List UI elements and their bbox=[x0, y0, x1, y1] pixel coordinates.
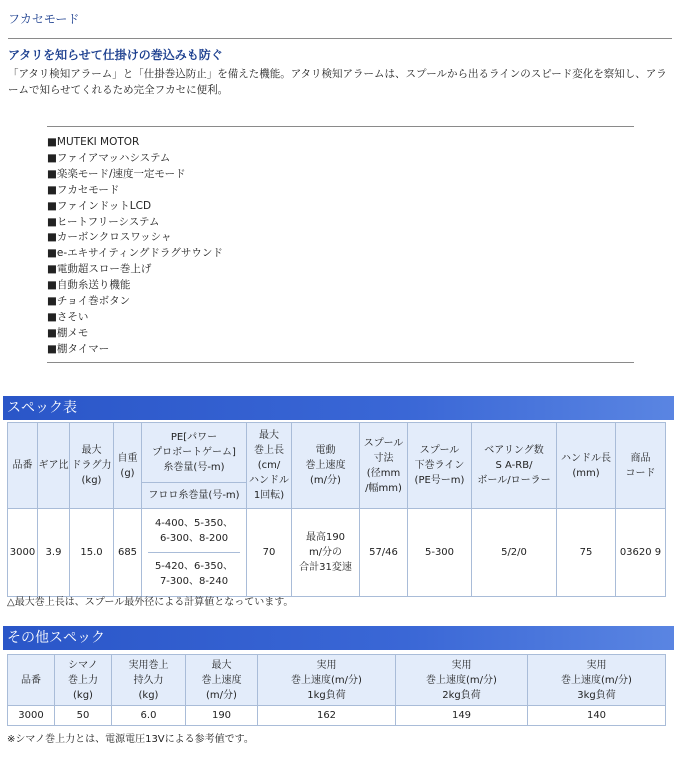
col-header-retrieve: 最大 巻上長 (cm/ ハンドル 1回転) bbox=[247, 423, 292, 509]
capacity-divider bbox=[148, 552, 240, 553]
col-header-speed: 電動 巻上速度 (m/分) bbox=[292, 423, 360, 509]
col-header-speed-3kg: 実用 巻上速度(m/分) 3kg負荷 bbox=[528, 655, 666, 706]
col-header-max-speed: 最大 巻上速度 (m/分) bbox=[186, 655, 258, 706]
list-item: ■棚メモ bbox=[47, 326, 89, 339]
table-row bbox=[8, 509, 666, 597]
cell-hinban: 3000 bbox=[8, 509, 38, 597]
cell-hinban: 3000 bbox=[8, 706, 55, 726]
cell-spool-size: 57/46 bbox=[360, 509, 408, 597]
cell-max-drag: 15.0 bbox=[70, 509, 114, 597]
cell-weight: 685 bbox=[114, 509, 142, 597]
spec-note: △最大巻上長は、スプール最外径による計算値となっています。 bbox=[7, 597, 294, 608]
col-header-bearing: ベアリング数 S A-RB/ ボール/ローラー bbox=[472, 423, 557, 509]
divider-features-top bbox=[47, 126, 634, 127]
feature-description: 「アタリ検知アラーム」と「仕掛巻込防止」を備えた機能。アタリ検知アラームは、スプールから出るラインのスピード変化を察知し、アラームで知らせてくれるため完全フカセに便利。 bbox=[8, 68, 667, 96]
list-item: ■ファイアマッハシステム bbox=[47, 151, 171, 164]
col-header-spool-line: スプール 下巻ライン (PE号ーm) bbox=[408, 423, 472, 509]
list-item: ■さそい bbox=[47, 310, 89, 323]
col-header-fluoro-capacity: フロロ糸巻量(号-m) bbox=[142, 483, 247, 509]
list-item: ■カーボンクロスワッシャ bbox=[47, 231, 172, 244]
col-header-speed-1kg: 実用 巻上速度(m/分) 1kg負荷 bbox=[258, 655, 396, 706]
cell-code: 03620 9 bbox=[616, 509, 666, 597]
col-header-weight: 自重 (g) bbox=[114, 423, 142, 509]
spec-table bbox=[7, 422, 666, 597]
divider-top bbox=[8, 38, 672, 39]
cell-speed: 最高190 m/分の 合計31変速 bbox=[292, 509, 360, 597]
cell-gear-ratio: 3.9 bbox=[38, 509, 70, 597]
col-header-pe-capacity: PE[パワー プロボートゲーム] 糸巻量(号-m) bbox=[142, 423, 247, 483]
col-header-speed-2kg: 実用 巻上速度(m/分) 2kg負荷 bbox=[396, 655, 528, 706]
feature-list bbox=[47, 135, 223, 358]
other-spec-section-bar: その他スペック bbox=[3, 626, 674, 650]
feature-heading: アタリを知らせて仕掛けの巻込みも防ぐ bbox=[8, 48, 223, 62]
list-item: ■ヒートフリーシステム bbox=[47, 215, 160, 228]
spec-section-bar: スペック表 bbox=[3, 396, 674, 420]
cell-bearing: 5/2/0 bbox=[472, 509, 557, 597]
list-item: ■電動超スロー巻上げ bbox=[47, 263, 152, 276]
col-header-lift-sustain: 実用巻上 持久力 (kg) bbox=[112, 655, 186, 706]
col-header-hinban: 品番 bbox=[8, 655, 55, 706]
table-row bbox=[8, 706, 666, 726]
other-spec-note: ※シマノ巻上力とは、電源電圧13Vによる参考値です。 bbox=[7, 734, 254, 745]
cell-spool-line: 5-300 bbox=[408, 509, 472, 597]
list-item: ■自動糸送り機能 bbox=[47, 279, 131, 292]
col-header-spool-size: スプール 寸法 (径mm /幅mm) bbox=[360, 423, 408, 509]
list-item: ■MUTEKI MOTOR bbox=[47, 136, 140, 148]
divider-features-bottom bbox=[47, 362, 634, 363]
cell-speed-3kg: 140 bbox=[528, 706, 666, 726]
cell-lift-sustain: 6.0 bbox=[112, 706, 186, 726]
other-spec-table bbox=[7, 654, 666, 726]
cell-retrieve: 70 bbox=[247, 509, 292, 597]
cell-speed-1kg: 162 bbox=[258, 706, 396, 726]
list-item: ■ファインドットLCD bbox=[47, 199, 152, 212]
cell-max-speed: 190 bbox=[186, 706, 258, 726]
col-header-code: 商品 コード bbox=[616, 423, 666, 509]
col-header-hinban: 品番 bbox=[8, 423, 38, 509]
cell-handle: 75 bbox=[557, 509, 616, 597]
cell-speed-2kg: 149 bbox=[396, 706, 528, 726]
mode-title: フカセモード bbox=[8, 12, 80, 26]
col-header-gear-ratio: ギア比 bbox=[38, 423, 70, 509]
col-header-max-drag: 最大 ドラグ力 (kg) bbox=[70, 423, 114, 509]
list-item: ■チョイ巻ボタン bbox=[47, 295, 131, 308]
cell-lift-force: 50 bbox=[55, 706, 112, 726]
list-item: ■フカセモード bbox=[47, 183, 120, 196]
col-header-lift-force: シマノ 巻上力 (kg) bbox=[55, 655, 112, 706]
list-item: ■e-エキサイティングドラグサウンド bbox=[47, 247, 223, 260]
cell-line-capacity: 4-400、5-350、 6-300、8-200 5-420、6-350、 7-300、8-240 bbox=[142, 509, 247, 597]
col-header-handle: ハンドル長 (mm) bbox=[557, 423, 616, 509]
list-item: ■棚タイマー bbox=[47, 342, 110, 355]
list-item: ■楽楽モード/速度一定モード bbox=[47, 167, 186, 180]
